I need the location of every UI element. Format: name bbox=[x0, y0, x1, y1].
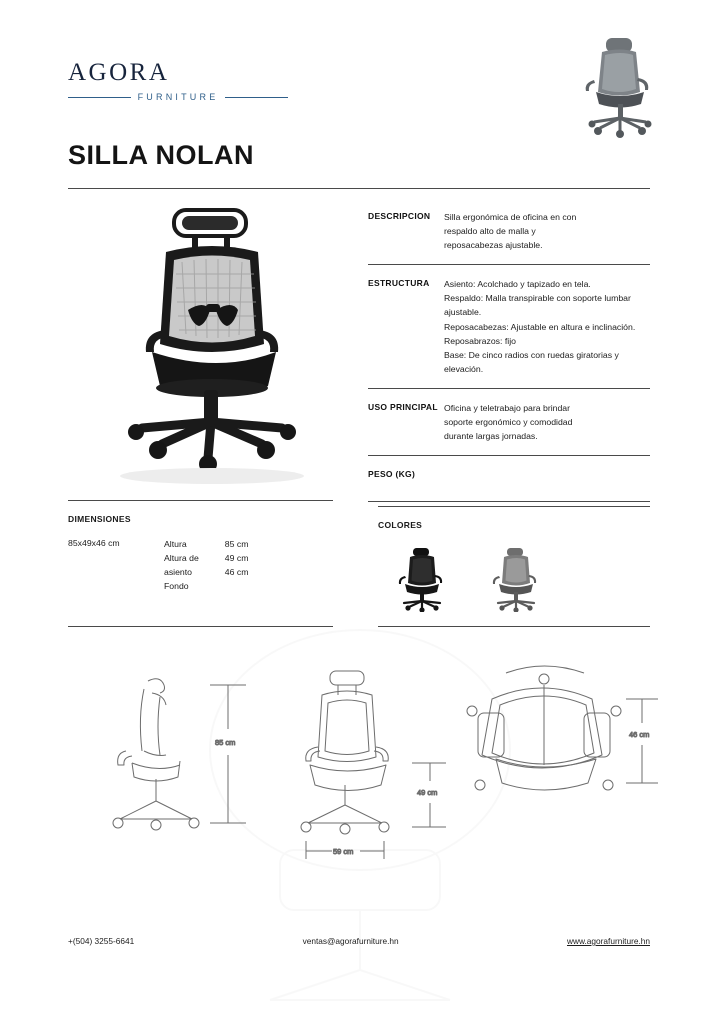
spec-value bbox=[444, 210, 650, 252]
spec-divider bbox=[368, 455, 650, 456]
spec-value bbox=[444, 401, 650, 443]
dimension-name: Altura bbox=[164, 539, 187, 549]
footer-phone[interactable]: +(504) 3255-6641 bbox=[68, 936, 135, 946]
spec-row-peso bbox=[368, 468, 650, 501]
dimensions-values bbox=[225, 538, 249, 594]
spec-row-descripcion bbox=[368, 210, 650, 264]
spec-label: ESTRUCTURA bbox=[368, 278, 430, 289]
dimensions-top-divider bbox=[68, 500, 333, 501]
dimensions-overall: 85x49x46 cm bbox=[68, 538, 120, 548]
front-width-dimension-label: 59 cm bbox=[333, 847, 354, 856]
spec-line: Base: De cinco radios con ruedas giratorias y bbox=[444, 349, 619, 360]
spec-divider bbox=[368, 264, 650, 265]
brand-logo bbox=[68, 60, 288, 102]
dimension-name: asiento bbox=[164, 566, 193, 577]
product-main-image bbox=[96, 200, 346, 490]
spec-line: Reposacabezas: Ajustable en altura e inclinación. bbox=[444, 321, 636, 332]
spec-line: soporte ergonómico y comodidad bbox=[444, 417, 573, 428]
side-dimension-label: 85 cm bbox=[215, 738, 236, 747]
brand-subtitle: FURNITURE bbox=[137, 92, 219, 102]
page-title: SILLA NOLAN bbox=[68, 140, 254, 170]
dimensions-block bbox=[68, 500, 333, 594]
top-dimension-label: 46 cm bbox=[629, 730, 650, 739]
dimension-name: Fondo bbox=[164, 580, 189, 591]
spec-value bbox=[444, 277, 650, 376]
color-swatch-grey[interactable] bbox=[488, 546, 544, 612]
brand-rule-right bbox=[225, 97, 288, 98]
dimension-name: Altura de bbox=[164, 552, 199, 563]
dimensions-body bbox=[68, 538, 333, 594]
spec-label: USO PRINCIPAL bbox=[368, 401, 438, 412]
footer-website[interactable]: www.agorafurniture.hn bbox=[566, 936, 650, 946]
drawing-side-view bbox=[113, 679, 246, 830]
spec-label: DESCRIPCION bbox=[368, 211, 431, 221]
spec-line: Reposabrazos: fijo bbox=[444, 335, 516, 346]
spec-line: durante largas jornadas. bbox=[444, 431, 538, 442]
spec-line: respaldo alto de malla y bbox=[444, 226, 536, 237]
title-divider bbox=[68, 188, 650, 189]
technical-drawings bbox=[60, 655, 664, 885]
dimensions-bottom-divider bbox=[68, 626, 333, 627]
dimensions-table bbox=[164, 538, 248, 594]
footer bbox=[68, 936, 650, 946]
spec-divider bbox=[368, 501, 650, 502]
spec-divider bbox=[368, 388, 650, 389]
colores-swatches bbox=[378, 546, 650, 612]
spec-line: Asiento: Acolchado y tapizado en tela. bbox=[444, 279, 591, 290]
spec-row-estructura bbox=[368, 277, 650, 388]
dimension-value: 46 cm bbox=[224, 566, 249, 577]
spec-line: reposacabezas ajustable. bbox=[444, 240, 543, 251]
front-height-dimension-label: 49 cm bbox=[417, 788, 438, 797]
brand-name: AGORA bbox=[68, 59, 170, 86]
brand-rule-left bbox=[68, 97, 131, 98]
footer-email[interactable]: ventas@agorafurniture.hn bbox=[302, 936, 399, 946]
colores-bottom-divider bbox=[378, 626, 650, 627]
drawing-front-view bbox=[301, 671, 446, 859]
colores-top-divider bbox=[378, 506, 650, 507]
spec-line: elevación. bbox=[444, 363, 484, 374]
colores-title: COLORES bbox=[378, 520, 423, 530]
hero-chair-image bbox=[574, 34, 666, 142]
colores-block bbox=[378, 506, 650, 612]
spec-line: Respaldo: Malla transpirable con soporte lumbar bbox=[444, 293, 631, 304]
dimensions-title: DIMENSIONES bbox=[68, 514, 131, 524]
spec-label: PESO (KG) bbox=[368, 469, 416, 480]
spec-line: Oficina y teletrabajo para brindar bbox=[444, 402, 571, 413]
spec-line: Silla ergonómica de oficina en con bbox=[444, 212, 577, 222]
dimension-value: 85 cm bbox=[224, 539, 249, 549]
dimension-value: 49 cm bbox=[224, 552, 249, 563]
specs-column bbox=[368, 210, 650, 514]
spec-row-uso-principal bbox=[368, 401, 650, 455]
dimensions-names bbox=[164, 538, 199, 594]
spec-line: ajustable. bbox=[444, 307, 482, 318]
brand-subtitle-row bbox=[68, 92, 288, 102]
drawing-top-view bbox=[467, 666, 658, 790]
color-swatch-black[interactable] bbox=[394, 546, 450, 612]
